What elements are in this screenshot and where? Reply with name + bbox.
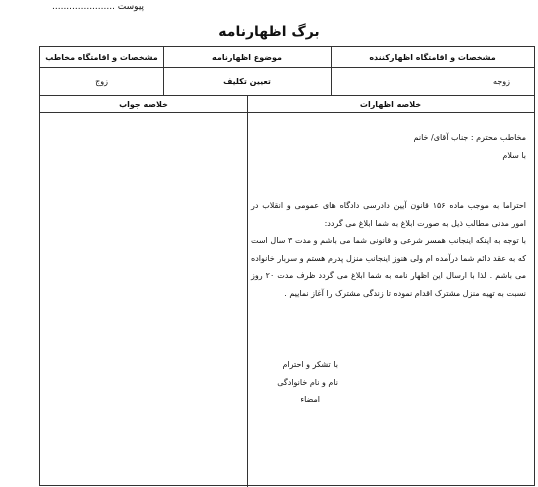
closing-name: نام و نام خانوادگی	[277, 377, 338, 387]
attachment-label: پیوست ......................	[52, 2, 145, 12]
value-subject: تعیین تکلیف	[223, 77, 271, 86]
column-divider	[247, 105, 248, 487]
declaration-form	[39, 46, 535, 486]
header-addressee: مشخصات و اقامتگاه مخاطب	[45, 52, 158, 62]
closing-thanks: با تشکر و احترام	[282, 360, 338, 369]
value-addressee: زوج	[95, 77, 108, 86]
header-subject: موضوع اظهارنامه	[212, 52, 282, 62]
header-row	[40, 47, 534, 68]
form-title: برگ اظهارنامه	[218, 24, 320, 40]
greeting: با سلام	[502, 150, 526, 160]
section-response: خلاصه جواب	[119, 99, 168, 109]
values-row	[40, 68, 534, 96]
paragraph-request: با توجه به اینکه اینجانب همسر شرعی و قانونی شما می باشم و مدت ۳ سال است که به عقد دائم شما درآمده ام ولی هنوز اینجانب منزل پدرم هستم و سربار خانواده می باشم . لذا با ارسال این اظهار نامه به شما ابلاغ می گردد ظرف مدت ۲۰ روز نسبت به تهیه منزل مشترک اقدام نموده تا زندگی مشترک را آغاز نماییم .	[251, 236, 526, 298]
closing-signature: امضاء	[300, 395, 320, 404]
signature-block	[277, 356, 338, 409]
salutation: مخاطب محترم : جناب آقای/ خانم	[413, 133, 526, 142]
paragraph-legal-basis: احتراما به موجب ماده ۱۵۶ قانون آیین دادرسی دادگاه های عمومی و انقلاب در امور مدنی مطالب ذیل به صورت ابلاغ به شما ابلاغ می گردد:	[251, 201, 527, 228]
header-declarant: مشخصات و اقامتگاه اظهارکننده	[369, 52, 496, 62]
section-declarations: خلاصه اظهارات	[359, 99, 422, 109]
declaration-body	[251, 129, 526, 302]
value-declarant: زوجه	[493, 77, 510, 86]
section-row	[40, 96, 534, 113]
